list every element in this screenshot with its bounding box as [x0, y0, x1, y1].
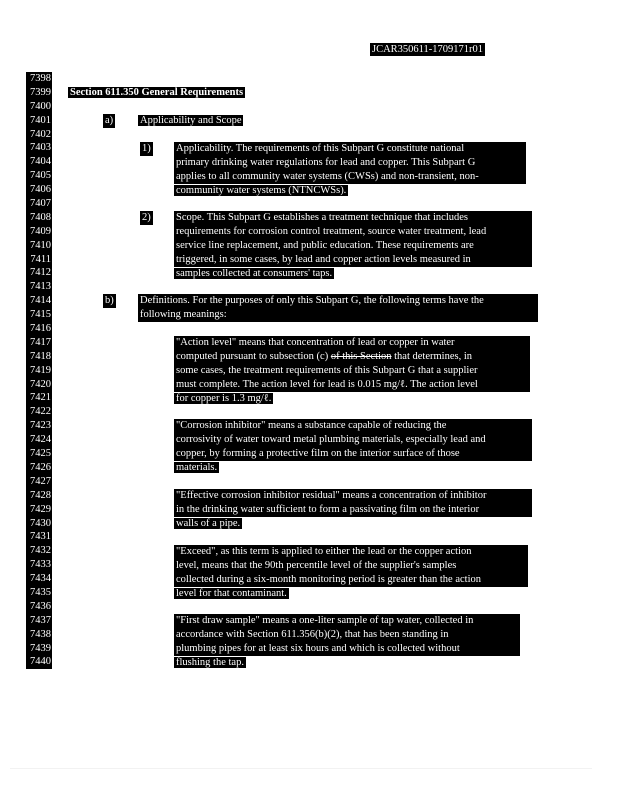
line-number: 7416	[30, 323, 51, 335]
line-number: 7436	[30, 600, 51, 612]
line-number: 7401	[30, 114, 51, 126]
line-number: 7415	[30, 309, 51, 321]
paragraph-line: community water systems (NTNCWSs).	[176, 184, 347, 196]
paragraph-line: applies to all community water systems (CWSs) and non-transient, non-	[174, 170, 526, 184]
line-number: 7398	[30, 73, 51, 84]
line-number: 7421	[30, 392, 51, 404]
document-id: JCAR350611-1709171r01	[372, 44, 484, 55]
item-1-paragraph	[174, 142, 526, 198]
line-number: 7407	[30, 198, 51, 210]
line-number: 7437	[30, 614, 51, 626]
paragraph-line: "Effective corrosion inhibitor residual" means a concentration of inhibitor	[174, 489, 532, 503]
paragraph-line: Scope. This Subpart G establishes a treatment technique that includes	[174, 211, 532, 225]
paragraph-line: materials.	[176, 461, 218, 473]
line-number: 7409	[30, 225, 51, 237]
paragraph-line: flushing the tap.	[176, 656, 244, 668]
line-number: 7411	[30, 253, 51, 265]
paragraph-line: "Exceed", as this term is applied to either the lead or the copper action	[174, 545, 528, 559]
line-number: 7422	[30, 406, 51, 418]
paragraph-line: Applicability. The requirements of this Subpart G constitute national	[174, 142, 526, 156]
paragraph-line: collected during a six-month monitoring period is greater than the action	[174, 573, 528, 587]
definition-effective-residual	[174, 489, 532, 531]
subsection-a-heading-block	[138, 114, 243, 128]
line-number: 7412	[30, 267, 51, 279]
paragraph-line: samples collected at consumers' taps.	[176, 267, 333, 279]
line-number: 7403	[30, 142, 51, 154]
line-number-gutter	[26, 72, 52, 669]
line-number: 7410	[30, 239, 51, 251]
line-number: 7408	[30, 211, 51, 223]
paragraph-line: walls of a pipe.	[176, 517, 241, 529]
line-number: 7418	[30, 350, 51, 362]
line-number: 7429	[30, 503, 51, 515]
paragraph-line: "Corrosion inhibitor" means a substance capable of reducing the	[174, 419, 532, 433]
line-number: 7424	[30, 434, 51, 446]
line-number: 7417	[30, 336, 51, 348]
item-1-label: 1)	[142, 143, 151, 154]
line-number: 7404	[30, 156, 51, 168]
paragraph-line: must complete. The action level for lead is 0.015 mg/ℓ. The action level	[174, 378, 530, 392]
definition-exceed	[174, 545, 528, 601]
paragraph-line: copper, by forming a protective film on the interior surface of those	[174, 447, 532, 461]
line-number: 7400	[30, 100, 51, 112]
item-2-paragraph	[174, 211, 532, 281]
line-number: 7431	[30, 531, 51, 543]
text-fragment: computed pursuant to subsection (c)	[176, 350, 331, 362]
line-number: 7414	[30, 295, 51, 307]
item-2-label: 2)	[142, 212, 151, 223]
line-number: 7420	[30, 378, 51, 390]
line-number: 7419	[30, 364, 51, 376]
definition-action-level	[174, 336, 530, 406]
line-number: 7435	[30, 586, 51, 598]
paragraph-line: in the drinking water sufficient to form a passivating film on the interior	[174, 503, 532, 517]
subsection-a-label: a)	[105, 115, 114, 126]
paragraph-line: accordance with Section 611.356(b)(2), that has been standing in	[174, 628, 520, 642]
paragraph-line: primary drinking water regulations for lead and copper. This Subpart G	[174, 156, 526, 170]
line-number: 7440	[30, 656, 51, 668]
paragraph-line: level for that contaminant.	[176, 587, 287, 599]
line-number: 7439	[30, 642, 51, 654]
line-number: 7402	[30, 128, 51, 140]
section-title-block	[68, 86, 245, 100]
line-number: 7432	[30, 545, 51, 557]
paragraph-line: Definitions. For the purposes of only this Subpart G, the following terms have the	[138, 294, 538, 308]
paragraph-line: some cases, the treatment requirements of this Subpart G that a supplier	[174, 364, 530, 378]
definition-corrosion-inhibitor	[174, 419, 532, 475]
line-number: 7430	[30, 517, 51, 529]
line-number: 7428	[30, 489, 51, 501]
paragraph-line: corrosivity of water toward metal plumbing materials, especially lead and	[174, 433, 532, 447]
paragraph-line: "First draw sample" means a one-liter sample of tap water, collected in	[174, 614, 520, 628]
subsection-b-label: b)	[105, 295, 114, 306]
struck-text: of this Section	[330, 350, 392, 362]
paragraph-line: requirements for corrosion control treatment, source water treatment, lead	[174, 225, 532, 239]
subsection-b-paragraph	[138, 294, 538, 322]
line-number: 7426	[30, 461, 51, 473]
paragraph-line: level, means that the 90th percentile level of the supplier's samples	[174, 559, 528, 573]
paragraph-line: triggered, in some cases, by lead and copper action levels measured in	[174, 253, 532, 267]
line-number: 7427	[30, 475, 51, 487]
paragraph-line	[174, 350, 530, 364]
text-fragment: that determines, in	[391, 350, 472, 362]
paragraph-line: "Action level" means that concentration of lead or copper in water	[174, 336, 530, 350]
paragraph-line: following meanings:	[138, 308, 538, 322]
paragraph-line: service line replacement, and public education. These requirements are	[174, 239, 532, 253]
line-number: 7434	[30, 573, 51, 585]
page-scan-edge	[10, 768, 592, 769]
line-number: 7413	[30, 281, 51, 293]
definition-first-draw-sample	[174, 614, 520, 670]
line-number: 7438	[30, 628, 51, 640]
paragraph-line: plumbing pipes for at least six hours and which is collected without	[174, 642, 520, 656]
line-number: 7425	[30, 448, 51, 460]
line-number: 7405	[30, 170, 51, 182]
line-number: 7433	[30, 559, 51, 571]
section-title: Section 611.350 General Requirements	[70, 87, 244, 98]
line-number: 7423	[30, 420, 51, 432]
subsection-a-heading: Applicability and Scope	[140, 115, 242, 126]
paragraph-line: for copper is 1.3 mg/ℓ.	[176, 392, 272, 404]
line-number: 7406	[30, 184, 51, 196]
line-number: 7399	[30, 86, 51, 98]
